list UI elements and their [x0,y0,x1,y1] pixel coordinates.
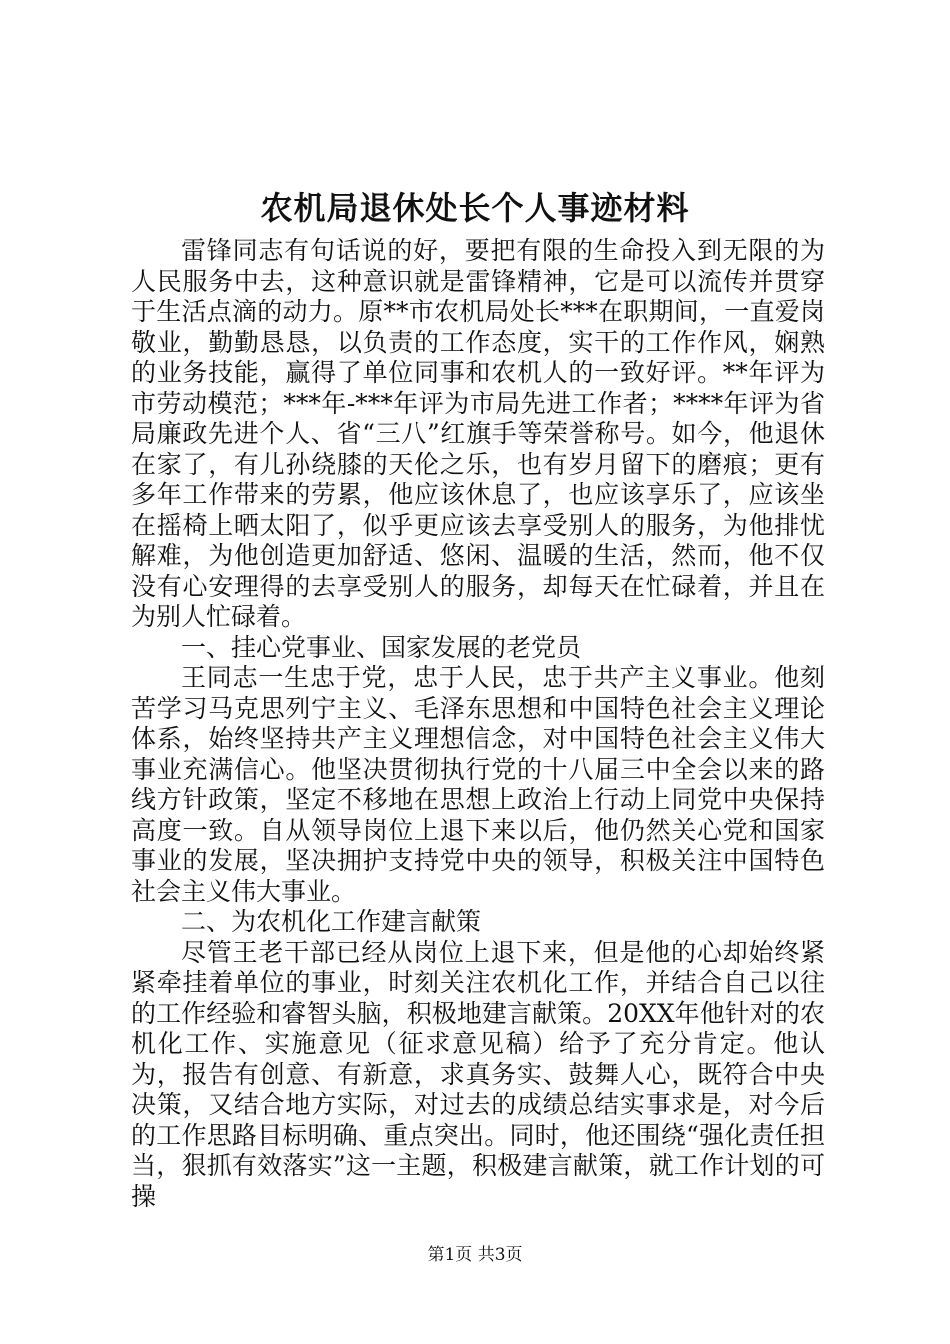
section-heading-2: 二、为农机化工作建言献策 [181,907,482,936]
document-title: 农机局退休处长个人事迹材料 [260,189,690,227]
document-body [131,236,825,1212]
page-number-footer: 第1页 共3页 [427,1245,523,1265]
section-heading-1: 一、挂心党事业、国家发展的老党员 [181,632,582,662]
section-1-paragraph: 王同志一生忠于党，忠于人民，忠于共产主义事业。他刻苦学习马克思列宁主义、毛泽东思想和中国特色社会主义理论体系，始终坚持共产主义理想信念，对中国特色社会主义伟大事业充满信心。他坚决贯彻执行党的十八届三中全会以来的路线方针政策，坚定不移地在思想上政治上行动上同党中央保持高度一致。自从领导岗位上退下来以后，他仍然关心党和国家事业的发展，坚决拥护支持党中央的领导，积极关注中国特色社会主义伟大事业。 [131,663,825,906]
section-2-paragraph: 尽管王老干部已经从岗位上退下来，但是他的心却始终紧紧牵挂着单位的事业，时刻关注农机化工作，并结合自己以往的工作经验和睿智头脑，积极地建言献策。20XX年他针对的农机化工作、实施意见（征求意见稿）给予了充分肯定。他认为，报告有创意、有新意，求真务实、鼓舞人心，既符合中央决策，又结合地方实际，对过去的成绩总结实事求是，对今后的工作思路目标明确、重点突出。同时，他还围绕“强化责任担当，狠抓有效落实”这一主题，积极建言献策，就工作计划的可操 [131,937,825,1211]
intro-paragraph: 雷锋同志有句话说的好，要把有限的生命投入到无限的为人民服务中去，这种意识就是雷锋精神，它是可以流传并贯穿于生活点滴的动力。原**市农机局处长***在职期间，一直爱岗敬业，勤勤恳恳，以负责的工作态度，实干的工作作风，娴熟的业务技能，赢得了单位同事和农机人的一致好评。**年评为市劳动模范；***年-***年评为市局先进工作者；****年评为省局廉政先进个人、省“三八”红旗手等荣誉称号。如今，他退休在家了，有儿孙绕膝的天伦之乐，也有岁月留下的磨痕；更有多年工作带来的劳累，他应该休息了，也应该享乐了，应该坐在摇椅上晒太阳了，似乎更应该去享受别人的服务，为他排忧解难，为他创造更加舒适、悠闲、温暖的生活，然而，他不仅没有心安理得的去享受别人的服务，却每天在忙碌着，并且在为别人忙碌着。 [131,236,825,631]
